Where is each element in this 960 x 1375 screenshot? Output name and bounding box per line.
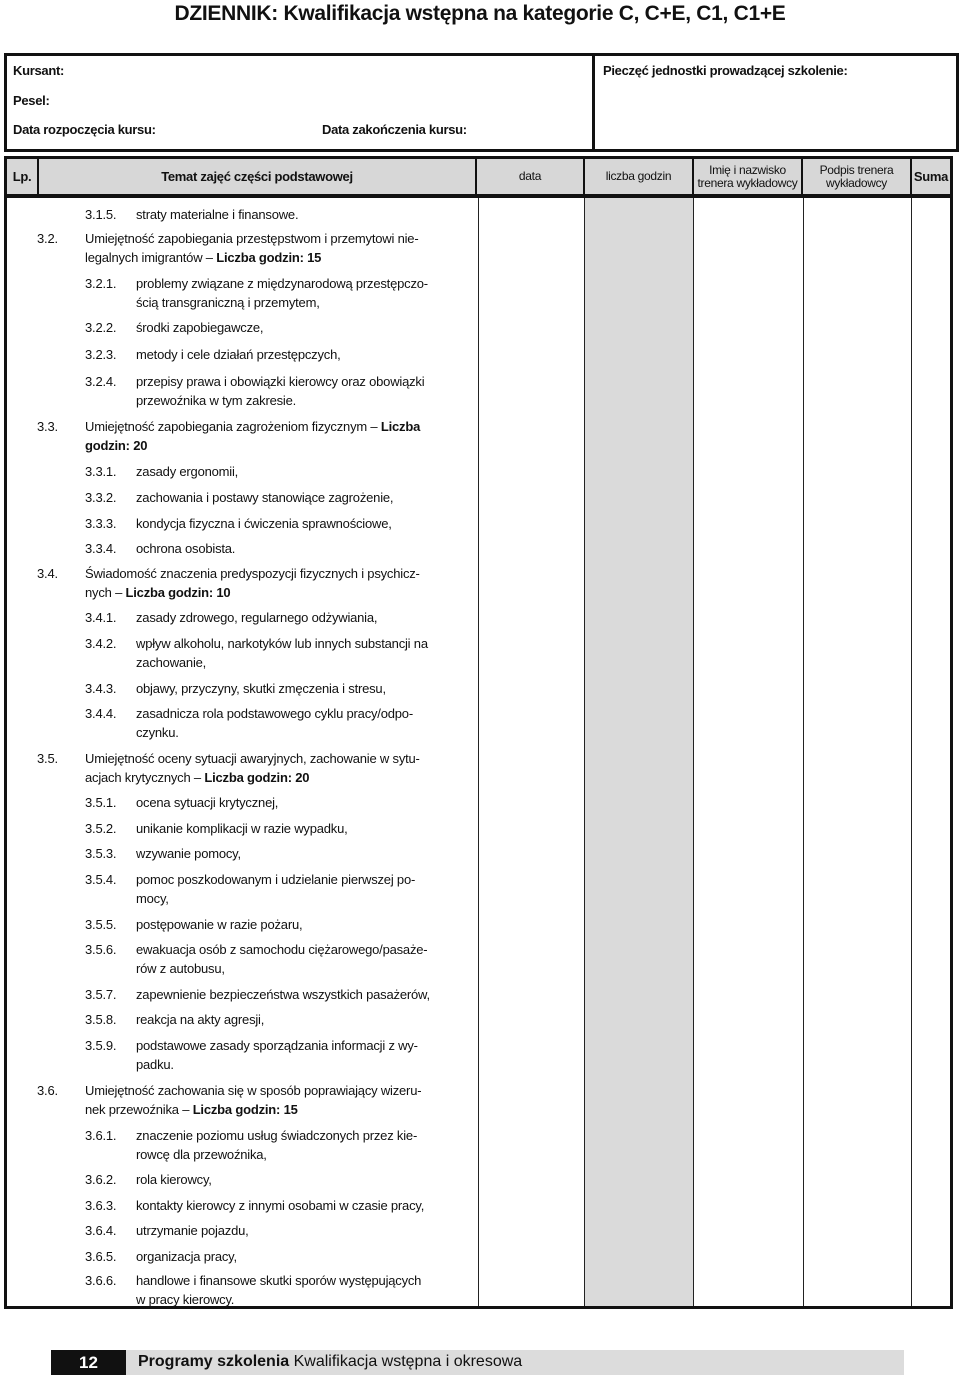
topic-number: 3.4.2. [85, 636, 117, 651]
section-title-text: Umiejętność zapobiegania zagrożeniom fizycznym – [85, 419, 381, 434]
topic-number: 3.6.1. [85, 1128, 117, 1143]
topic-text: kondycja fizyczna i ćwiczenia sprawnościowe, [136, 516, 392, 531]
column-divider [693, 198, 694, 1306]
section-hours: Liczba godzin: 15 [192, 1102, 298, 1117]
topic-number: 3.6.2. [85, 1172, 117, 1187]
footer-section-bold: Programy szkolenia [138, 1353, 290, 1370]
topic-number: 3.5.3. [85, 846, 117, 861]
topic-number: 3.3.2. [85, 490, 117, 505]
stamp-label: Pieczęć jednostki prowadzącej szkolenie: [603, 63, 848, 78]
section-title-text: Umiejętność zapobiegania przestępstwom i przemytowi nie- legalnych imigrantów – [85, 231, 419, 265]
section-title [85, 229, 475, 267]
topic-text: przepisy prawa i obowiązki kierowcy oraz obowiązki przewoźnika w tym zakresie. [136, 374, 425, 408]
section-hours: Liczba godzin: 20 [204, 770, 310, 785]
topic-number: 3.2.1. [85, 276, 117, 291]
topic-number: 3.1.5. [85, 207, 117, 222]
page-number: 12 [51, 1350, 126, 1375]
column-divider [584, 198, 585, 1306]
trainee-label: Kursant: [13, 63, 65, 78]
course-end-label: Data zakończenia kursu: [322, 122, 467, 137]
header-hours: liczba godzin [585, 159, 692, 194]
topic-text: zasadnicza rola podstawowego cyklu pracy/odpo- czynku. [136, 706, 413, 740]
topic-text: reakcja na akty agresji, [136, 1012, 265, 1027]
section-title-text: Świadomość znaczenia predyspozycji fizycznych i psychicz- nych – [85, 566, 420, 600]
topic-text: zachowania i postawy stanowiące zagrożenie, [136, 490, 394, 505]
section-number: 3.6. [37, 1083, 58, 1098]
section-hours: Liczba godzin: 15 [216, 250, 322, 265]
topic-number: 3.2.2. [85, 320, 117, 335]
topic-text: podstawowe zasady sporządzania informacji z wy- padku. [136, 1038, 418, 1072]
footer-section-rest: Kwalifikacja wstępna i okresowa [293, 1353, 523, 1370]
topic-number: 3.6.6. [85, 1273, 117, 1288]
topic-number: 3.6.5. [85, 1249, 117, 1264]
section-title [85, 749, 475, 787]
page-title: DZIENNIK: Kwalifikacja wstępna na kategorie C, C+E, C1, C1+E [174, 2, 786, 25]
pesel-label: Pesel: [13, 93, 50, 108]
topic-text: ocena sytuacji krytycznej, [136, 795, 279, 810]
topic-text: rola kierowcy, [136, 1172, 212, 1187]
topic-text: środki zapobiegawcze, [136, 320, 264, 335]
section-title-text: Umiejętność zachowania się w sposób poprawiający wizeru- nek przewoźnika – [85, 1083, 422, 1117]
section-number: 3.5. [37, 751, 58, 766]
section-title [85, 1081, 475, 1119]
header-topic: Temat zajęć części podstawowej [39, 159, 475, 194]
topic-number: 3.3.4. [85, 541, 117, 556]
section-number: 3.3. [37, 419, 58, 434]
info-divider [592, 56, 595, 149]
topic-text: organizacja pracy, [136, 1249, 237, 1264]
section-number: 3.2. [37, 231, 58, 246]
header-lp: Lp. [7, 159, 37, 194]
section-number: 3.4. [37, 566, 58, 581]
topic-number: 3.4.4. [85, 706, 117, 721]
topic-text: pomoc poszkodowanym i udzielanie pierwszej po- mocy, [136, 872, 416, 906]
topic-number: 3.5.7. [85, 987, 117, 1002]
section-hours: Liczba godzin: 10 [125, 585, 231, 600]
topic-text: handlowe i finansowe skutki sporów występujących w pracy kierowcy. [136, 1273, 422, 1307]
topic-number: 3.5.5. [85, 917, 117, 932]
topic-text: kontakty kierowcy z innymi osobami w czasie pracy, [136, 1198, 425, 1213]
header-trainer-signature: Podpis trenera wykładowcy [803, 159, 910, 194]
topic-number: 3.2.3. [85, 347, 117, 362]
topic-text: znaczenie poziomu usług świadczonych przez kie- rowcę dla przewoźnika, [136, 1128, 418, 1162]
header-trainer-name: Imię i nazwisko trenera wykładowcy [694, 159, 801, 194]
topic-number: 3.3.1. [85, 464, 117, 479]
topic-text: utrzymanie pojazdu, [136, 1223, 249, 1238]
topic-number: 3.2.4. [85, 374, 117, 389]
topic-number: 3.6.4. [85, 1223, 117, 1238]
topic-number: 3.5.6. [85, 942, 117, 957]
topic-text: problemy związane z międzynarodową przestępczo- ścią transgraniczną i przemytem, [136, 276, 428, 310]
topic-text: zapewnienie bezpieczeństwa wszystkich pasażerów, [136, 987, 430, 1002]
topic-text: ochrona osobista. [136, 541, 236, 556]
topic-number: 3.5.2. [85, 821, 117, 836]
course-info-box [4, 53, 959, 152]
topic-number: 3.3.3. [85, 516, 117, 531]
section-title [85, 417, 475, 455]
table-header [4, 156, 953, 198]
topic-text: zasady zdrowego, regularnego odżywiania, [136, 610, 378, 625]
topic-text: unikanie komplikacji w razie wypadku, [136, 821, 348, 836]
table-body [4, 198, 953, 1309]
topic-text: ewakuacja osób z samochodu ciężarowego/pasaże- rów z autobusu, [136, 942, 428, 976]
section-title [85, 564, 475, 602]
trainee-info [7, 56, 592, 149]
course-start-label: Data rozpoczęcia kursu: [13, 122, 156, 137]
footer-text [138, 1353, 522, 1371]
topic-text: wzywanie pomocy, [136, 846, 241, 861]
topic-number: 3.5.8. [85, 1012, 117, 1027]
topic-number: 3.5.1. [85, 795, 117, 810]
section-title-text: Umiejętność oceny sytuacji awaryjnych, zachowanie w sytu- acjach krytycznych – [85, 751, 420, 785]
topic-text: metody i cele działań przestępczych, [136, 347, 341, 362]
topic-number: 3.6.3. [85, 1198, 117, 1213]
topic-number: 3.4.1. [85, 610, 117, 625]
column-divider [478, 198, 479, 1306]
topic-number: 3.4.3. [85, 681, 117, 696]
section-hours: Liczba godzin: 20 [85, 419, 421, 453]
topic-text: zasady ergonomii, [136, 464, 239, 479]
header-date: data [477, 159, 583, 194]
header-sum: Suma [912, 159, 950, 194]
hours-column-shade [585, 198, 693, 1306]
topic-text: straty materialne i finansowe. [136, 207, 299, 222]
column-divider [911, 198, 912, 1306]
topic-text: objawy, przyczyny, skutki zmęczenia i stresu, [136, 681, 386, 696]
topic-text: wpływ alkoholu, narkotyków lub innych substancji na zachowanie, [136, 636, 428, 670]
topic-number: 3.5.9. [85, 1038, 117, 1053]
column-divider [803, 198, 804, 1306]
topic-number: 3.5.4. [85, 872, 117, 887]
topic-text: postępowanie w razie pożaru, [136, 917, 303, 932]
